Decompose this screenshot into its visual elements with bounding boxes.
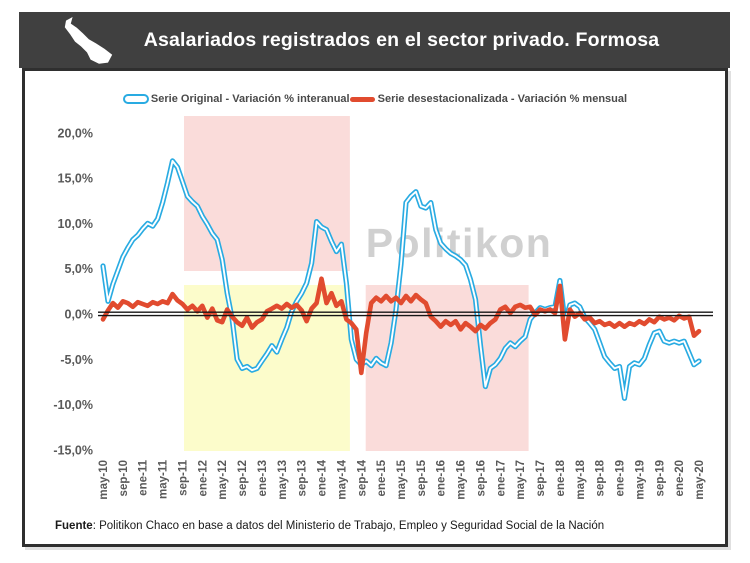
x-tick-label: sep-14 (356, 460, 369, 497)
source-prefix: Fuente (55, 520, 93, 532)
x-tick-label: ene-19 (614, 460, 627, 497)
x-tick-label: may-19 (634, 460, 647, 500)
x-tick-label: ene-17 (495, 460, 508, 497)
source-text: : Politikon Chaco en base a datos del Ministerio de Trabajo, Empleo y Seguridad Social de la Nación (92, 520, 605, 532)
x-tick-label: ene-16 (435, 460, 448, 497)
legend-label-original: Serie Original - Variación % interanual (150, 93, 350, 105)
x-tick-label: ene-11 (137, 460, 150, 496)
x-tick-label: sep-11 (177, 460, 190, 496)
blue-line-marker-icon (123, 94, 149, 104)
x-tick-label: may-13 (276, 460, 289, 500)
red-line-marker-icon (350, 97, 375, 102)
x-tick-label: ene-14 (316, 460, 329, 497)
x-tick-label: sep-12 (237, 460, 250, 497)
page-title: Asalariados registrados en el sector privado. Formosa (143, 28, 660, 51)
y-tick-label: -10,0% (53, 398, 93, 413)
chart-card (22, 68, 728, 547)
x-tick-label: may-18 (574, 460, 587, 500)
x-tick-label: ene-18 (554, 460, 567, 497)
y-tick-label: 20,0% (57, 126, 93, 141)
y-tick-label: 10,0% (57, 216, 93, 231)
x-tick-label: may-10 (98, 460, 110, 500)
y-tick-label: 15,0% (57, 171, 93, 186)
x-tick-label: may-16 (455, 460, 468, 500)
line-chart (53, 108, 713, 518)
x-tick-label: may-12 (217, 460, 230, 500)
x-tick-label: ene-13 (256, 460, 269, 497)
x-tick-label: sep-19 (654, 460, 667, 497)
x-tick-label: ene-20 (674, 460, 687, 497)
x-tick-label: sep-15 (415, 460, 428, 497)
x-tick-label: may-17 (515, 460, 528, 500)
y-tick-label: -15,0% (53, 443, 93, 458)
legend-item-desestacionalizada (350, 93, 627, 105)
y-tick-label: 0,0% (64, 307, 93, 322)
x-tick-label: sep-13 (296, 460, 309, 497)
watermark: Politikon (365, 220, 553, 266)
x-tick-label: sep-10 (117, 460, 130, 497)
legend-label-desestacionalizada: Serie desestacionalizada - Variación % mensual (377, 93, 628, 105)
y-tick-label: -5,0% (60, 352, 93, 367)
x-tick-label: may-14 (336, 460, 349, 500)
chart-legend (25, 93, 725, 105)
x-tick-label: ene-15 (376, 460, 389, 497)
x-tick-label: sep-17 (535, 459, 548, 497)
x-tick-label: ene-12 (197, 460, 210, 497)
formosa-map-icon (49, 17, 119, 65)
source-note (55, 520, 705, 532)
x-tick-label: may-15 (396, 460, 408, 500)
x-tick-label: sep-18 (594, 460, 607, 497)
x-tick-label: may-11 (157, 460, 170, 500)
header-bar (19, 12, 730, 68)
recession-band-2011-2014-top (184, 116, 350, 271)
x-tick-label: sep-16 (475, 460, 488, 497)
legend-item-original (123, 93, 350, 105)
y-tick-label: 5,0% (64, 262, 93, 277)
x-tick-label: may-20 (694, 460, 706, 500)
